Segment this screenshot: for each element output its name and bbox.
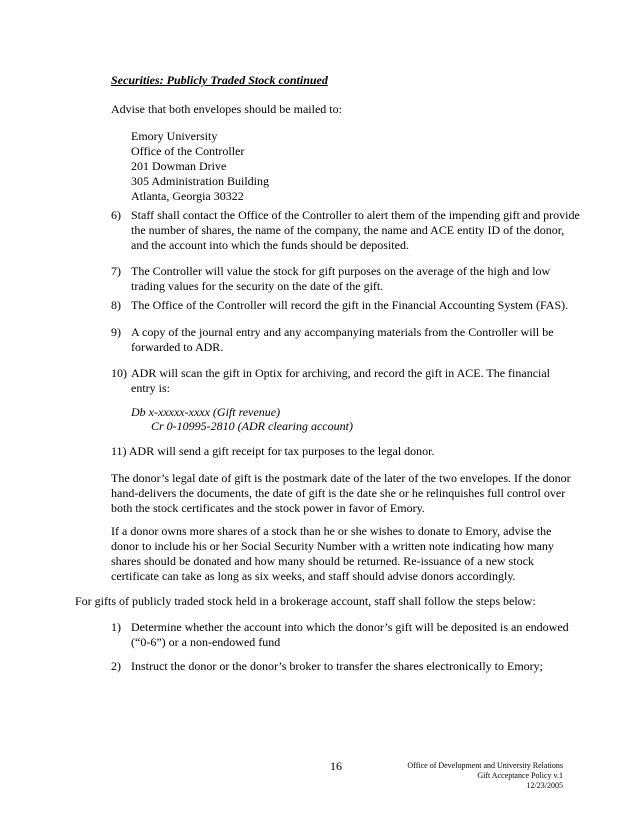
address-line: 305 Administration Building [131,174,270,188]
item-line: the number of shares, the name of the company, the name and ACE entity ID of the donor, [131,223,565,237]
item-line: entry is: [131,381,170,395]
paragraph-line: shares should be donated and how many should be returned. Re-issuance of a new stock [111,554,534,568]
address-line: Atlanta, Georgia 30322 [131,189,244,203]
item-number: 9) [111,325,121,339]
section-heading: Securities: Publicly Traded Stock continued [111,73,328,87]
debit-line: Db x-xxxxx-xxxx (Gift revenue) [131,405,281,419]
paragraph-line: certificate can take as long as six weeks, and staff should advise donors accordingly. [111,569,516,583]
item-line: Staff shall contact the Office of the Controller to alert them of the impending gift and provide [131,208,580,222]
item-line: forwarded to ADR. [131,340,224,354]
address-line: Office of the Controller [131,144,245,158]
advise-text: Advise that both envelopes should be mailed to: [111,102,342,116]
paragraph-line: hand-delivers the documents, the date of gift is the date she or he relinquishes full control over [111,486,566,500]
item-number: 2) [111,659,121,673]
paragraph-line: both the stock certificates and the stock power in favor of Emory. [111,501,425,515]
item-line: The Controller will value the stock for gift purposes on the average of the high and low [131,264,551,278]
page-number: 16 [330,759,342,773]
item-line: The Office of the Controller will record the gift in the Financial Accounting System (FAS). [131,298,569,312]
item-number: 8) [111,298,121,312]
item-line: (“0-6”) or a non-endowed fund [131,635,281,649]
item-line: and the account into which the funds should be deposited. [131,238,409,252]
footer-line: 12/23/2005 [526,781,563,790]
item-number: 10) [111,366,127,380]
address-line: 201 Dowman Drive [131,159,227,173]
item-line: A copy of the journal entry and any accompanying materials from the Controller will be [131,325,554,339]
item-line: trading values for the security on the date of the gift. [131,279,384,293]
item-line: Instruct the donor or the donor’s broker to transfer the shares electronically to Emory; [131,659,543,673]
item-number: 1) [111,620,121,634]
address-line: Emory University [131,129,218,143]
brokerage-intro: For gifts of publicly traded stock held in a brokerage account, staff shall follow the steps below: [75,594,536,608]
footer-line: Gift Acceptance Policy v.1 [477,771,563,780]
footer-line: Office of Development and University Relations [407,761,563,770]
item-line: ADR will scan the gift in Optix for archiving, and record the gift in ACE. The financial [131,366,551,380]
item-number: 7) [111,264,121,278]
item-number: 6) [111,208,121,222]
paragraph-line: The donor’s legal date of gift is the postmark date of the later of the two envelopes. If the donor [111,471,571,485]
item-line: Determine whether the account into which the donor’s gift will be deposited is an endowed [131,620,569,634]
list-item: 11) ADR will send a gift receipt for tax purposes to the legal donor. [111,444,435,458]
credit-line: Cr 0-10995-2810 (ADR clearing account) [151,419,353,433]
paragraph-line: donor to include his or her Social Security Number with a written note indicating how many [111,539,554,553]
paragraph-line: If a donor owns more shares of a stock than he or she wishes to donate to Emory, advise the [111,524,552,538]
